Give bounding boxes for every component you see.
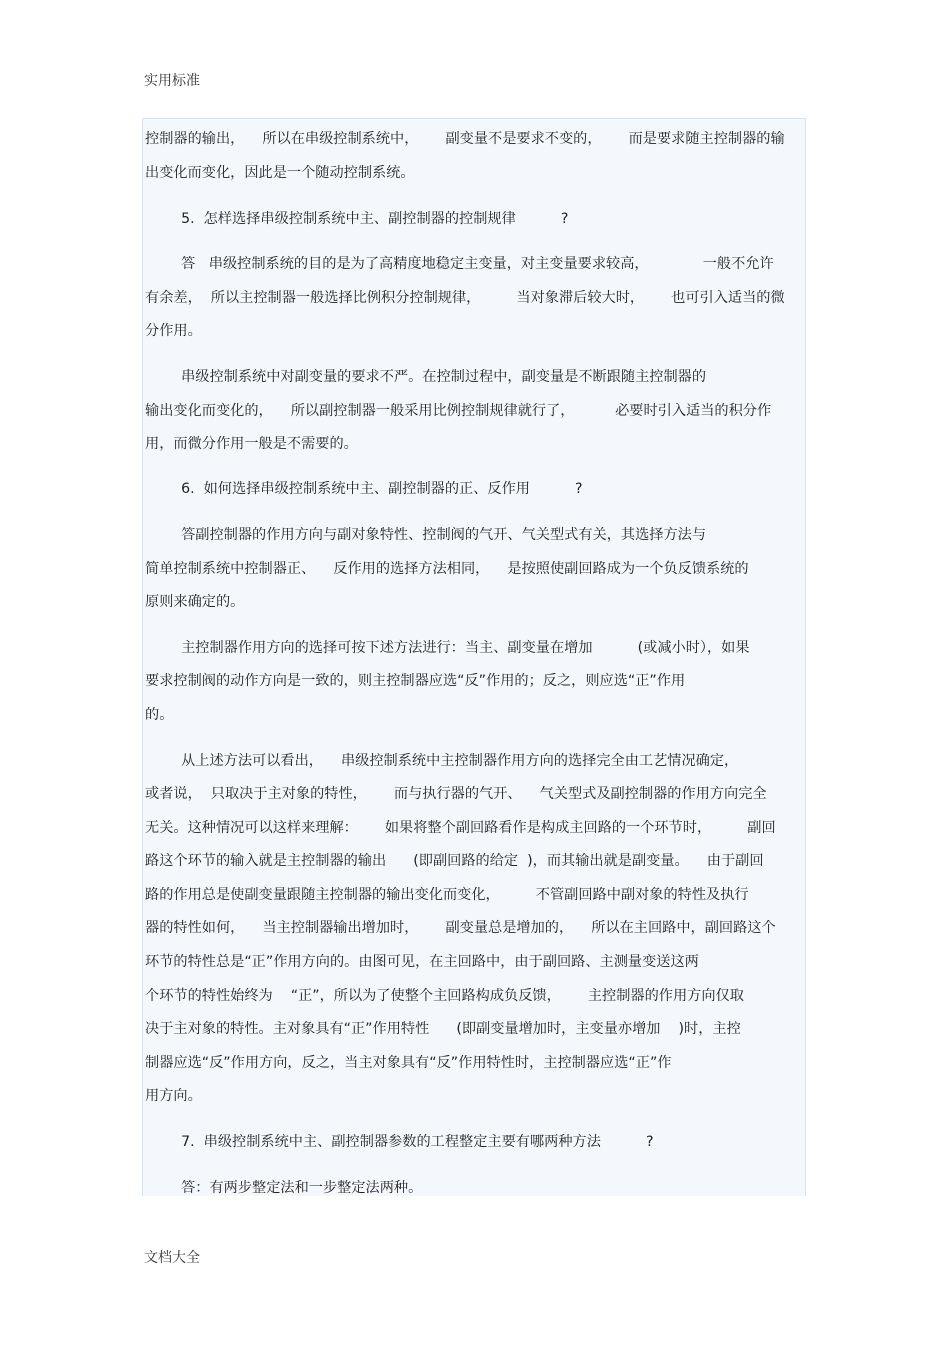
text-line: 环节的特性总是“正”作用方向的。由图可见，在主回路中，由于副回路、主测量变送这两 (145, 954, 699, 970)
text-line: 或者说， 只取决于主对象的特性， 而与执行器的气开、 气关型式及副控制器的作用方向完全 (145, 786, 767, 802)
text-line: 的。 (145, 707, 174, 723)
question-heading: 7. 串级控制系统中主、副控制器参数的工程整定主要有哪两种方法 ? (145, 1134, 654, 1150)
text-line: 原则来确定的。 (145, 594, 245, 610)
text-line: 要求控制阀的动作方向是一致的，则主控制器应选“反”作用的；反之，则应选“正”作用 (145, 673, 686, 689)
text-line: 路这个环节的输入就是主控制器的输出 (即副回路的给定 )，而其输出就是副变量。 由于副回 (145, 853, 764, 869)
text-line: 个环节的特性始终为 “正”，所以为了使整个主回路构成负反馈， 主控制器的作用方向仅取 (145, 988, 744, 1004)
text-line: 答副控制器的作用方向与副对象特性、控制阀的气开、气关型式有关，其选择方法与 (145, 527, 707, 543)
text-line: 决于主对象的特性。主对象具有“正”作用特性 (即副变量增加时，主变量亦增加 )时，主控 (145, 1021, 741, 1037)
text-line: 从上述方法可以看出， 串级控制系统中主控制器作用方向的选择完全由工艺情况确定， (145, 753, 739, 769)
text-line: 无关。这种情况可以这样来理解： 如果将整个副回路看作是构成主回路的一个环节时， 副回 (145, 820, 776, 836)
text-line: 输出变化而变化的， 所以副控制器一般采用比例控制规律就行了， 必要时引入适当的积分作 (145, 403, 772, 419)
page-header: 实用标准 (144, 73, 200, 89)
text-line: 出变化而变化，因此是一个随动控制系统。 (145, 165, 415, 181)
text-line: 答 串级控制系统的目的是为了高精度地稳定主变量，对主变量要求较高， 一般不允许 (145, 256, 774, 272)
document-body (142, 118, 806, 1196)
text-line: 简单控制系统中控制器正、 反作用的选择方法相同， 是按照使副回路成为一个负反馈系统的 (145, 561, 749, 577)
text-line: 答：有两步整定法和一步整定法两种。 (145, 1180, 423, 1196)
page-footer: 文档大全 (144, 1250, 200, 1266)
text-line: 主控制器作用方向的选择可按下述方法进行：当主、副变量在增加 (或减小时），如果 (145, 640, 750, 656)
text-line: 器的特性如何， 当主控制器输出增加时， 副变量总是增加的， 所以在主回路中，副回路这个 (145, 920, 776, 936)
text-line: 串级控制系统中对副变量的要求不严。在控制过程中，副变量是不断跟随主控制器的 (145, 369, 707, 385)
text-line: 有余差， 所以主控制器一般选择比例积分控制规律， 当对象滞后较大时， 也可引入适当的微 (145, 290, 785, 306)
text-line: 用，而微分作用一般是不需要的。 (145, 436, 358, 452)
text-line: 控制器的输出， 所以在串级控制系统中， 副变量不是要求不变的， 而是要求随主控制器的输 (145, 131, 785, 147)
text-line: 用方向。 (145, 1088, 202, 1104)
text-line: 制器应选“反”作用方向，反之，当主对象具有“反”作用特性时，主控制器应选“正”作 (145, 1055, 672, 1071)
text-line: 分作用。 (145, 323, 202, 339)
text-line: 路的作用总是使副变量跟随主控制器的输出变化而变化， 不管副回路中副对象的特性及执行 (145, 887, 749, 903)
question-heading: 5. 怎样选择串级控制系统中主、副控制器的控制规律 ? (145, 211, 569, 227)
question-heading: 6. 如何选择串级控制系统中主、副控制器的正、反作用 ? (145, 481, 583, 497)
